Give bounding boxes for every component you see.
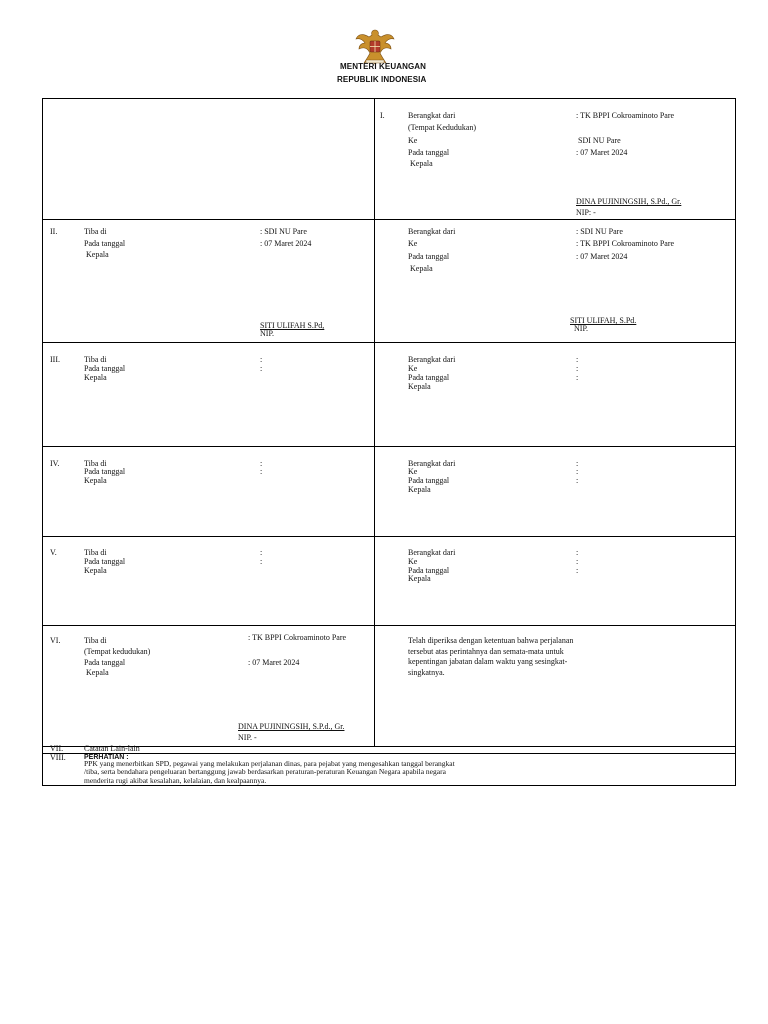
berangkat-label: Berangkat dari (408, 111, 456, 120)
tanggal-label: Pada tanggal (408, 566, 450, 575)
ke-label: Ke (408, 364, 418, 373)
kepala-label: Kepala (84, 476, 107, 485)
kepala-label: Kepala (408, 574, 431, 583)
tiba-label: Tiba di (84, 548, 107, 557)
kepala-label: Kepala (408, 382, 431, 391)
perhatian-text: menderita rugi akibat kesalahan, kelalaian, dan kealpaannya. (84, 776, 267, 785)
tanggal-label: Pada tanggal (84, 557, 126, 566)
catatan-label: Catatan Lain-lain (84, 744, 140, 753)
right-signer-nip: NIP. (574, 324, 589, 333)
signer-nip: NIP. - (238, 733, 257, 742)
colon: : (260, 548, 263, 557)
left-signer-name: SITI ULIFAH S.Pd, (260, 321, 325, 330)
tanggal-label: Pada tanggal (84, 658, 126, 667)
ke-label: Ke (408, 136, 418, 145)
kepala-label: Kepala (410, 159, 433, 168)
signer-name: DINA PUJININGSIH, S.P.d., Gr. (238, 722, 345, 731)
tanggal-label: Pada tanggal (84, 467, 126, 476)
tanggal-value: : 07 Maret 2024 (248, 658, 300, 667)
berangkat-label: Berangkat dari (408, 459, 456, 468)
colon: : (260, 459, 263, 468)
tanggal-value: : 07 Maret 2024 (576, 252, 628, 261)
section-number: II. (50, 227, 58, 236)
colon: : (576, 476, 579, 485)
tanggal-value: : 07 Maret 2024 (260, 239, 312, 248)
ke-label: Ke (408, 467, 418, 476)
tanggal-label: Pada tanggal (408, 148, 450, 157)
colon: : (576, 557, 579, 566)
tiba-label: Tiba di (84, 355, 107, 364)
verification-note: kepentingan jabatan dalam waktu yang sesingkat- (408, 657, 568, 666)
colon: : (260, 557, 263, 566)
perhatian-text: PPK yang menerbitkan SPD, pegawai yang melakukan perjalanan dinas, para pejabat yang mengesahkan tanggal berangkat (84, 759, 455, 768)
verification-note: Telah diperiksa dengan ketentuan bahwa perjalanan (408, 636, 574, 645)
berangkat-label: Berangkat dari (408, 548, 456, 557)
tempat-label: (Tempat kedudukan) (84, 647, 151, 656)
tempat-label: (Tempat Kedudukan) (408, 123, 477, 132)
ke-label: Ke (408, 557, 418, 566)
tanggal-label: Pada tanggal (408, 476, 450, 485)
ke-value: SDI NU Pare (578, 136, 621, 145)
kepala-label: Kepala (408, 485, 431, 494)
colon: : (260, 355, 263, 364)
right-signer-name: SITI ULIFAH, S.Pd. (570, 316, 637, 325)
tanggal-value: : 07 Maret 2024 (576, 148, 628, 157)
berangkat-label: Berangkat dari (408, 227, 456, 236)
colon: : (260, 467, 263, 476)
republic-title: REPUBLIK INDONESIA (337, 75, 427, 84)
section-number: IV. (50, 459, 60, 468)
colon: : (576, 548, 579, 557)
ke-label: Ke (408, 239, 418, 248)
tanggal-label: Pada tanggal (84, 239, 126, 248)
kepala-label: Kepala (410, 264, 433, 273)
perhatian-text: /tiba, serta bendahara pengeluaran bertanggung jawab berdasarkan peraturan-peraturan Keuangan Negara apabila negara (84, 767, 446, 776)
kepala-label: Kepala (84, 373, 107, 382)
left-signer-nip: NIP. (260, 329, 275, 338)
section-number: I. (380, 111, 385, 120)
berangkat-value: : TK BPPI Cokroaminoto Pare (576, 111, 675, 120)
tiba-label: Tiba di (84, 636, 107, 645)
colon: : (576, 467, 579, 476)
verification-note: singkatnya. (408, 668, 445, 677)
tiba-label: Tiba di (84, 459, 107, 468)
colon: : (576, 566, 579, 575)
signer-nip: NIP: - (576, 208, 596, 217)
colon: : (576, 373, 579, 382)
colon: : (260, 364, 263, 373)
colon: : (576, 459, 579, 468)
section-number: VI. (50, 636, 61, 645)
section-number: VIII. (50, 753, 66, 762)
tanggal-label: Pada tanggal (408, 373, 450, 382)
tanggal-label: Pada tanggal (408, 252, 450, 261)
kepala-label: Kepala (84, 566, 107, 575)
perhatian-title: PERHATIAN : (84, 754, 129, 761)
section-number: VII. (50, 744, 64, 753)
tiba-value: : TK BPPI Cokroaminoto Pare (248, 633, 347, 642)
tiba-label: Tiba di (84, 227, 107, 236)
berangkat-label: Berangkat dari (408, 355, 456, 364)
section-number: III. (50, 355, 60, 364)
berangkat-value: : SDI NU Pare (576, 227, 623, 236)
ministry-title: MENTERI KEUANGAN (340, 62, 427, 71)
garuda-emblem-icon (353, 27, 397, 67)
ke-value: : TK BPPI Cokroaminoto Pare (576, 239, 675, 248)
verification-note: tersebut atas perintahnya dan semata-mata untuk (408, 647, 564, 656)
kepala-label: Kepala (86, 668, 109, 677)
section-number: V. (50, 548, 57, 557)
colon: : (576, 355, 579, 364)
tanggal-label: Pada tanggal (84, 364, 126, 373)
kepala-label: Kepala (86, 250, 109, 259)
tiba-value: : SDI NU Pare (260, 227, 307, 236)
colon: : (576, 364, 579, 373)
signer-name: DINA PUJININGSIH, S.Pd., Gr. (576, 197, 682, 206)
